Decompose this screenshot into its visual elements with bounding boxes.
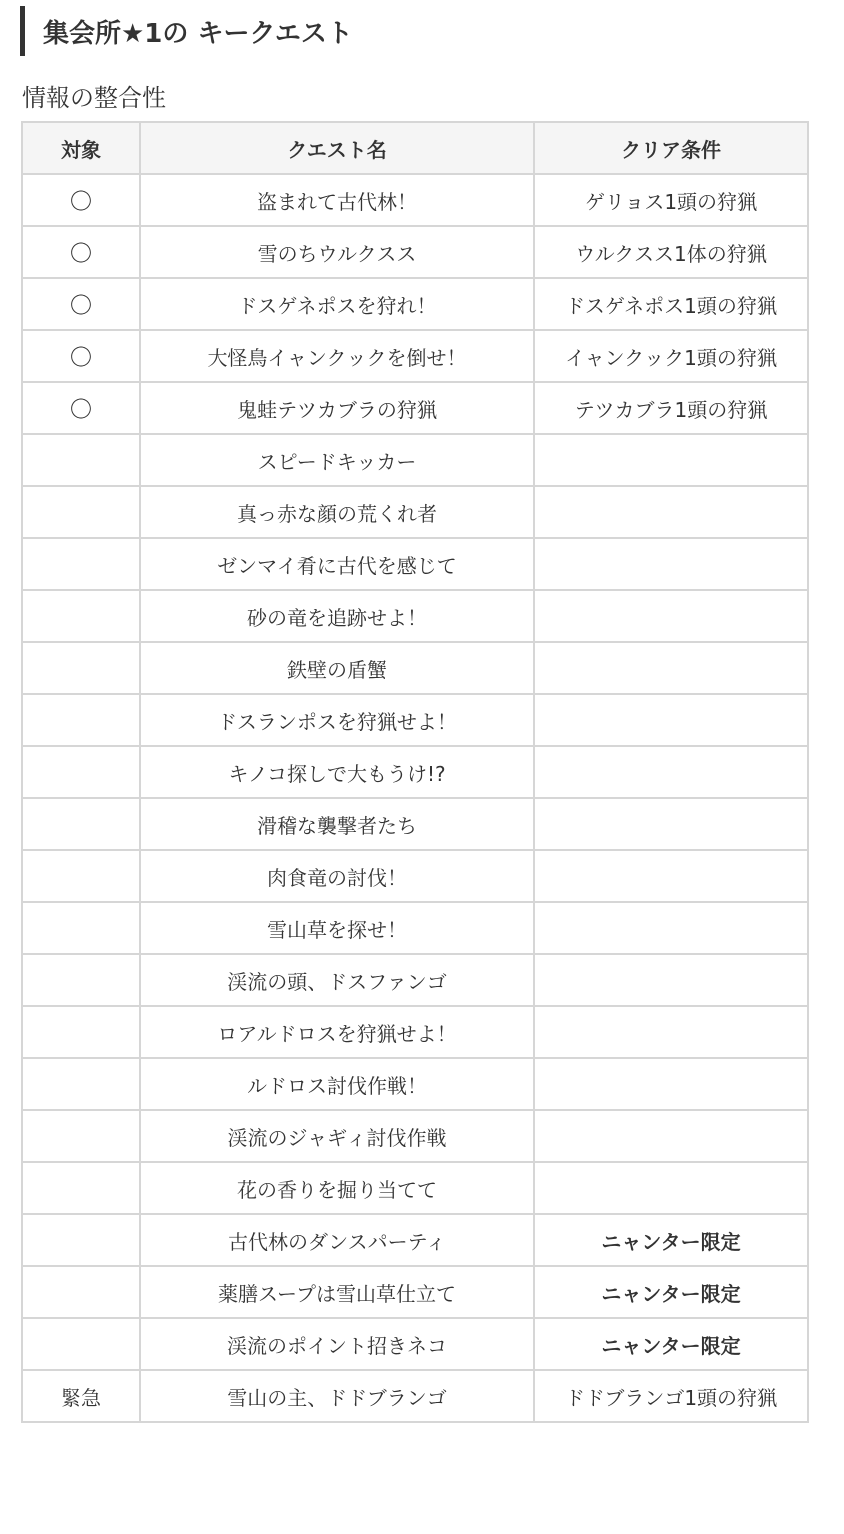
header-target: 対象: [22, 122, 140, 174]
quest-name-cell: 渓流のポイント招きネコ: [140, 1318, 534, 1370]
clear-condition-cell: [534, 694, 808, 746]
quest-name-cell: キノコ探しで大もうけ!?: [140, 746, 534, 798]
table-row: [22, 1110, 808, 1162]
table-row: [22, 278, 808, 330]
clear-condition-cell: [534, 1110, 808, 1162]
table-row: [22, 330, 808, 382]
quest-name-cell: ドスゲネポスを狩れ！: [140, 278, 534, 330]
table-row: [22, 382, 808, 434]
quest-name-cell: 花の香りを掘り当てて: [140, 1162, 534, 1214]
quest-name-cell: 雪のちウルクスス: [140, 226, 534, 278]
quest-name-cell: ルドロス討伐作戦！: [140, 1058, 534, 1110]
target-cell: [22, 746, 140, 798]
clear-condition-cell: [534, 1162, 808, 1214]
table-row: [22, 434, 808, 486]
table-row: [22, 174, 808, 226]
table-row: [22, 746, 808, 798]
clear-condition-cell: [534, 798, 808, 850]
quest-name-cell: 雪山草を探せ！: [140, 902, 534, 954]
target-cell: [22, 538, 140, 590]
clear-condition-cell: [534, 1058, 808, 1110]
quest-name-cell: 薬膳スープは雪山草仕立て: [140, 1266, 534, 1318]
table-row: [22, 1162, 808, 1214]
quest-name-cell: 真っ赤な顔の荒くれ者: [140, 486, 534, 538]
clear-condition-cell: ニャンター限定: [534, 1318, 808, 1370]
clear-condition-cell: [534, 538, 808, 590]
clear-condition-cell: ニャンター限定: [534, 1266, 808, 1318]
quest-name-cell: 雪山の主、ドドブランゴ: [140, 1370, 534, 1422]
target-cell: [22, 902, 140, 954]
target-cell: 〇: [22, 278, 140, 330]
table-row: [22, 642, 808, 694]
clear-condition-cell: ゲリョス1頭の狩猟: [534, 174, 808, 226]
table-row: [22, 850, 808, 902]
clear-condition-cell: ウルクスス1体の狩猟: [534, 226, 808, 278]
table-row: [22, 1266, 808, 1318]
table-row: [22, 902, 808, 954]
target-cell: [22, 850, 140, 902]
clear-condition-cell: [534, 434, 808, 486]
table-row: [22, 1058, 808, 1110]
quest-name-cell: 渓流の頭、ドスファンゴ: [140, 954, 534, 1006]
section-heading: 集会所★1の キークエスト: [20, 6, 820, 56]
quest-name-cell: 砂の竜を追跡せよ！: [140, 590, 534, 642]
table-header-row: [22, 122, 808, 174]
target-cell: 〇: [22, 382, 140, 434]
key-quest-table: [21, 121, 809, 1423]
clear-condition-cell: イャンクック1頭の狩猟: [534, 330, 808, 382]
quest-name-cell: 鬼蛙テツカブラの狩猟: [140, 382, 534, 434]
target-cell: 〇: [22, 330, 140, 382]
target-cell: [22, 642, 140, 694]
target-cell: 〇: [22, 226, 140, 278]
target-cell: [22, 590, 140, 642]
table-body: [22, 174, 808, 1422]
target-cell: [22, 1058, 140, 1110]
table-row: [22, 486, 808, 538]
target-cell: [22, 1266, 140, 1318]
clear-condition-cell: [534, 850, 808, 902]
table-row: [22, 226, 808, 278]
clear-condition-cell: [534, 954, 808, 1006]
target-cell: 緊急: [22, 1370, 140, 1422]
quest-name-cell: スピードキッカー: [140, 434, 534, 486]
clear-condition-cell: テツカブラ1頭の狩猟: [534, 382, 808, 434]
quest-name-cell: 大怪鳥イャンクックを倒せ！: [140, 330, 534, 382]
quest-name-cell: 古代林のダンスパーティ: [140, 1214, 534, 1266]
quest-name-cell: ロアルドロスを狩猟せよ！: [140, 1006, 534, 1058]
header-clear-condition: クリア条件: [534, 122, 808, 174]
quest-name-cell: 肉食竜の討伐！: [140, 850, 534, 902]
quest-name-cell: 盗まれて古代林！: [140, 174, 534, 226]
clear-condition-cell: [534, 642, 808, 694]
quest-name-cell: ゼンマイ肴に古代を感じて: [140, 538, 534, 590]
target-cell: 〇: [22, 174, 140, 226]
table-row: [22, 694, 808, 746]
clear-condition-cell: ドスゲネポス1頭の狩猟: [534, 278, 808, 330]
clear-condition-cell: ニャンター限定: [534, 1214, 808, 1266]
target-cell: [22, 486, 140, 538]
quest-name-cell: 渓流のジャギィ討伐作戦: [140, 1110, 534, 1162]
quest-name-cell: 鉄壁の盾蟹: [140, 642, 534, 694]
table-row: [22, 590, 808, 642]
target-cell: [22, 954, 140, 1006]
clear-condition-cell: [534, 746, 808, 798]
target-cell: [22, 1318, 140, 1370]
target-cell: [22, 1006, 140, 1058]
target-cell: [22, 434, 140, 486]
table-row: [22, 798, 808, 850]
table-row: [22, 1318, 808, 1370]
target-cell: [22, 1110, 140, 1162]
sub-heading: 情報の整合性: [22, 83, 166, 112]
quest-name-cell: 滑稽な襲撃者たち: [140, 798, 534, 850]
clear-condition-cell: ドドブランゴ1頭の狩猟: [534, 1370, 808, 1422]
target-cell: [22, 798, 140, 850]
table-row: [22, 1370, 808, 1422]
table-row: [22, 1006, 808, 1058]
table-row: [22, 538, 808, 590]
clear-condition-cell: [534, 486, 808, 538]
target-cell: [22, 1214, 140, 1266]
target-cell: [22, 694, 140, 746]
table-row: [22, 1214, 808, 1266]
target-cell: [22, 1162, 140, 1214]
quest-name-cell: ドスランポスを狩猟せよ！: [140, 694, 534, 746]
clear-condition-cell: [534, 1006, 808, 1058]
table-row: [22, 954, 808, 1006]
header-quest-name: クエスト名: [140, 122, 534, 174]
clear-condition-cell: [534, 902, 808, 954]
clear-condition-cell: [534, 590, 808, 642]
